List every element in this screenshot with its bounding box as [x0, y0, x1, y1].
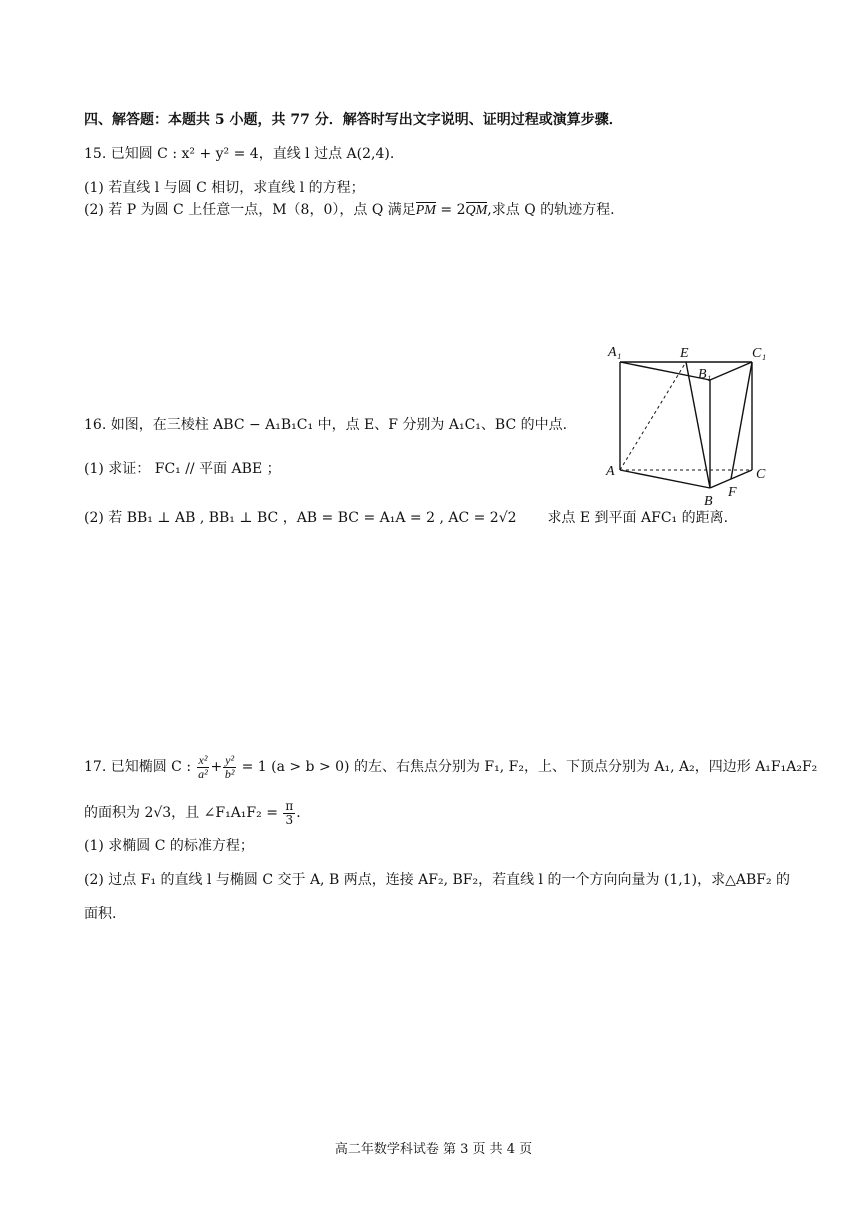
- q17-stem: [84, 752, 817, 782]
- label-b: B: [704, 494, 713, 509]
- fraction-pi-3-den: 3: [285, 812, 294, 827]
- label-f: F: [728, 485, 737, 500]
- q17-part1: (1) 求椭圆 C 的标准方程；: [84, 838, 254, 854]
- fraction-y2-b2: [223, 754, 236, 781]
- q16-part1: (1) 求证： FC₁ // 平面 ABE ；: [84, 461, 281, 477]
- label-a: A: [606, 464, 615, 479]
- vector-qm: QM: [465, 203, 488, 218]
- prism-figure: [600, 340, 780, 510]
- fraction-x2-a2-num: x²: [198, 752, 208, 767]
- q16-part2-text-a: (2) 若 BB₁ ⊥ AB , BB₁ ⊥ BC ，AB = BC = A₁A = 2 , AC = 2√2: [84, 510, 517, 526]
- q17-part2: (2) 过点 F₁ 的直线 l 与椭圆 C 交于 A, B 两点，连接 AF₂, BF₂，若直线 l 的一个方向向量为 (1,1)，求△ABF₂ 的: [84, 872, 791, 888]
- q15-part1: (1) 若直线 l 与圆 C 相切，求直线 l 的方程；: [84, 180, 365, 196]
- q15-part2: [84, 200, 615, 220]
- section-heading: 四、解答题：本题共 5 小题，共 77 分．解答时写出文字说明、证明过程或演算步骤．: [84, 112, 623, 128]
- q17-line2-text-b: .: [296, 805, 301, 821]
- vector-pm: PM: [415, 203, 436, 218]
- fraction-pi-3-num: π: [285, 798, 294, 813]
- fraction-pi-3: [283, 800, 295, 827]
- edge-b1-c1: [710, 362, 752, 380]
- edge-a-b: [620, 470, 710, 488]
- label-c: C: [756, 467, 766, 482]
- q15-part2-text-b: ,求点 Q 的轨迹方程.: [487, 202, 615, 218]
- q17-line2: [84, 798, 301, 828]
- q15-stem: 15. 已知圆 C : x² + y² = 4，直线 l 过点 A(2,4).: [84, 146, 395, 162]
- label-b1: B₁: [698, 367, 712, 382]
- label-c1: C₁: [752, 346, 767, 361]
- edge-a1-b1: [620, 362, 710, 380]
- segment-f-c1: [731, 362, 752, 479]
- fraction-x2-a2: [197, 754, 210, 781]
- fraction-y2-b2-den: b²: [224, 766, 235, 781]
- q17-stem-text-b: = 1 (a > b > 0) 的左、右焦点分别为 F₁, F₂，上、下顶点分别为 A₁, A₂，四边形 A₁F₁A₂F₂: [241, 759, 818, 775]
- page-footer: 高二年数学科试卷 第 3 页 共 4 页: [334, 1142, 533, 1157]
- q17-line2-text-a: 的面积为 2√3，且 ∠F₁A₁F₂ =: [84, 805, 278, 821]
- label-a1: A₁: [608, 345, 622, 360]
- fraction-y2-b2-num: y²: [225, 752, 235, 767]
- q15-part2-text-a: (2) 若 P 为圆 C 上任意一点，M（8，0），点 Q 满足: [84, 202, 416, 218]
- label-e: E: [680, 346, 689, 361]
- fraction-x2-a2-den: a²: [198, 766, 208, 781]
- q16-part2: [84, 508, 728, 528]
- q17-part2-cont: 面积.: [84, 906, 117, 922]
- q15-part2-eq: = 2: [435, 202, 466, 218]
- q16-stem: 16. 如图，在三棱柱 ABC − A₁B₁C₁ 中，点 E、F 分别为 A₁C₁、BC 的中点.: [84, 417, 568, 433]
- q17-plus: +: [210, 759, 223, 775]
- q17-stem-text-a: 17. 已知椭圆 C :: [84, 759, 192, 775]
- q16-part2-text-b: 求点 E 到平面 AFC₁ 的距离.: [547, 510, 729, 526]
- hidden-segment-a-e: [620, 362, 686, 470]
